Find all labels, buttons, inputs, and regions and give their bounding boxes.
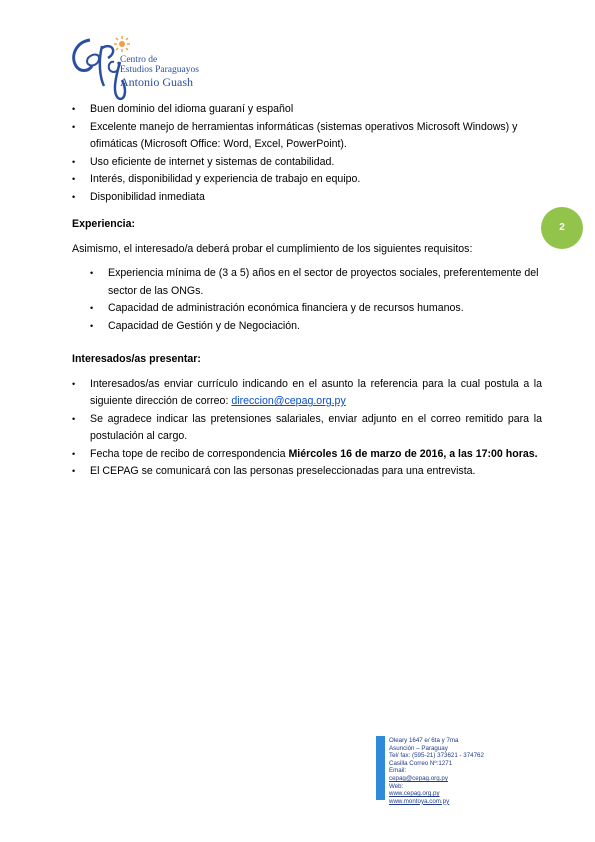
list-item: • Capacidad de Gestión y de Negociación. <box>90 318 542 336</box>
footer-web2-link[interactable]: www.montoya.com.py <box>389 797 450 805</box>
list-item: • Excelente manejo de herramientas informáticas (sistemas operativos Microsoft Windows) y ofimáticas (Microsoft Office: Word, Excel, PowerPoint). <box>72 119 542 154</box>
footer-address-2: Asunción – Paraguay <box>389 744 448 752</box>
list-item: • Interés, disponibilidad y experiencia de trabajo en equipo. <box>72 171 542 189</box>
logo-line-2: Estudios Paraguayos <box>120 65 199 75</box>
footer-email-line <box>389 767 484 782</box>
logo-line-3: Antonio Guash <box>120 75 193 89</box>
experiencia-list <box>90 265 542 335</box>
presentar-heading: Interesados/as presentar: <box>72 353 201 365</box>
document-body <box>72 101 542 481</box>
list-item: • Capacidad de administración económica financiera y de recursos humanos. <box>90 300 542 318</box>
footer-web-label: Web: <box>389 782 404 790</box>
logo-text <box>120 55 199 87</box>
deadline-text: Miércoles 16 de marzo de 2016, a las 17:00 horas. <box>288 447 538 460</box>
experiencia-intro: Asimismo, el interesado/a deberá probar el cumplimiento de los siguientes requisitos: <box>72 242 473 255</box>
footer-bar <box>376 736 385 800</box>
list-item: • Uso eficiente de internet y sistemas de contabilidad. <box>72 154 542 172</box>
presentar-item-1-text: Interesados/as enviar currículo indicando en el asunto la referencia para la cual postula a la siguiente dirección de correo: <box>90 377 542 407</box>
footer-web-link[interactable]: www.cepag.org.py <box>389 790 440 798</box>
footer-contact <box>376 736 496 805</box>
footer-web-line <box>389 783 484 798</box>
footer-phone: Tel/ fax: (595-21) 373621 - 374762 <box>389 752 484 760</box>
list-item <box>72 376 542 411</box>
requirements-list <box>72 101 542 206</box>
list-item: • Disponibilidad inmediata <box>72 189 542 207</box>
presentar-list <box>72 376 542 481</box>
list-item: • Se agradece indicar las pretensiones salariales, enviar adjunto en el correo remitido para la postulación al cargo. <box>72 411 542 446</box>
list-item <box>72 446 542 464</box>
page-number-badge: 2 <box>541 207 583 249</box>
email-link[interactable]: direccion@cepag.org.py <box>231 395 346 407</box>
presentar-item-3-text: Fecha tope de recibo de correspondencia <box>90 447 289 460</box>
footer-lines <box>389 737 484 805</box>
footer-address-1: Oleary 1647 e/ 6ta y 7ma <box>389 737 459 744</box>
list-item: • Buen dominio del idioma guaraní y español <box>72 101 542 119</box>
footer-email-label: Email: <box>389 767 407 775</box>
list-item: • El CEPAG se comunicará con las personas preseleccionadas para una entrevista. <box>72 463 542 481</box>
list-item: • Experiencia mínima de (3 a 5) años en el sector de proyectos sociales, preferentemente del sector de las ONGs. <box>90 265 542 300</box>
experiencia-heading: Experiencia: <box>72 218 136 230</box>
footer-casilla: Casilla Correo Nº:1271 <box>389 759 453 767</box>
footer-email-link[interactable]: cepag@cepag.org.py <box>389 774 448 782</box>
logo-line-1: Centro de <box>120 55 158 65</box>
